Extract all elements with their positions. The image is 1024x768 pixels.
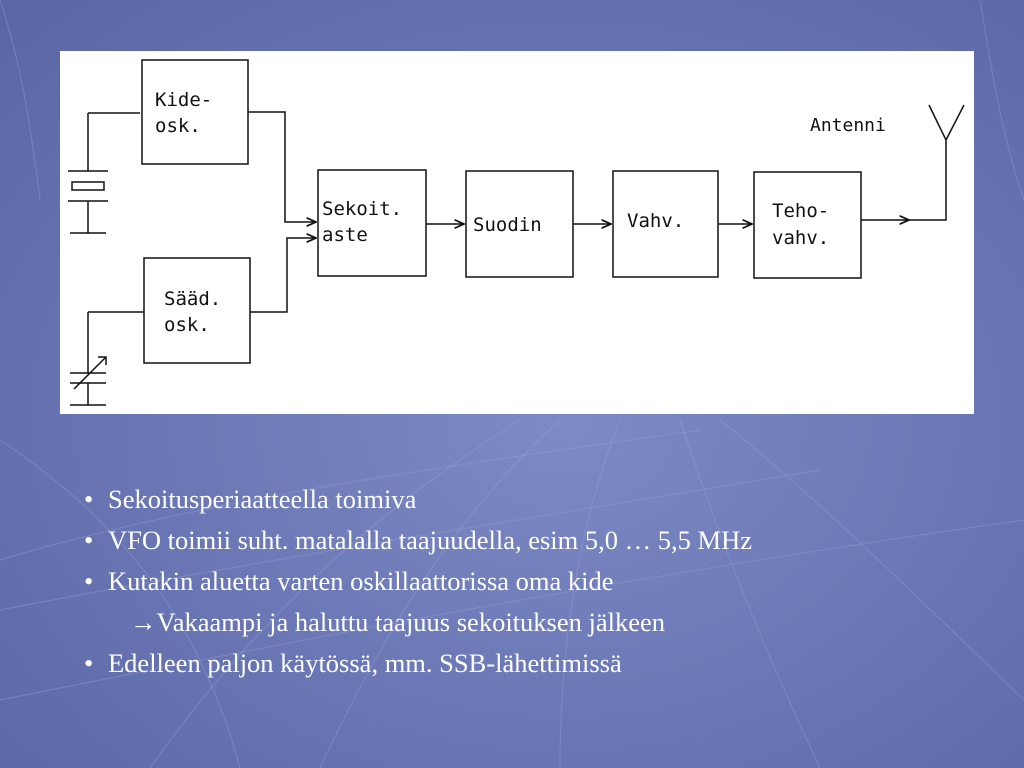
bullet-marker: • [84, 525, 94, 555]
variable-capacitor-icon [70, 312, 144, 405]
block-label: Sekoit. [322, 198, 403, 220]
block-saad [144, 258, 250, 363]
bullet-marker: • [84, 484, 94, 514]
bullet-text: Sekoitusperiaatteella toimiva [108, 484, 417, 514]
bullet-item [84, 643, 752, 684]
bullet-list [84, 479, 752, 684]
block-label: Vahv. [627, 210, 685, 232]
bullet-text: VFO toimii suht. matalalla taajuudella, esim 5,0 … 5,5 MHz [108, 525, 752, 555]
block-teho [754, 172, 861, 278]
bullet-item [84, 520, 752, 561]
arrow-icon: → [130, 607, 157, 637]
bullet-text: Edelleen paljon käytössä, mm. SSB-lähettimissä [108, 648, 622, 678]
block-label: vahv. [772, 227, 830, 249]
diagram-canvas [60, 51, 974, 414]
antenna-icon [929, 105, 964, 140]
block-label: osk. [155, 115, 201, 137]
block-label: Sääd. [164, 288, 222, 310]
block-labels [155, 89, 829, 336]
block-label: Teho- [772, 200, 830, 222]
crystal-icon [68, 113, 140, 233]
block-diagram [60, 51, 974, 414]
bullet-item [84, 561, 752, 602]
bullet-text: Kutakin aluetta varten oskillaattorissa oma kide [108, 566, 614, 596]
bullet-marker: • [84, 566, 94, 596]
antenna-label: Antenni [810, 115, 886, 136]
block-label: Suodin [473, 214, 542, 236]
bullet-text: Vakaampi ja haluttu taajuus sekoituksen jälkeen [156, 607, 666, 637]
block-label: Kide- [155, 89, 213, 111]
block-sekoit [318, 170, 426, 276]
block-label: aste [322, 224, 368, 246]
sub-bullet-item [84, 602, 752, 643]
bullet-marker: • [84, 648, 94, 678]
block-label: osk. [164, 314, 210, 336]
block-kide [142, 60, 248, 164]
bullet-item [84, 479, 752, 520]
